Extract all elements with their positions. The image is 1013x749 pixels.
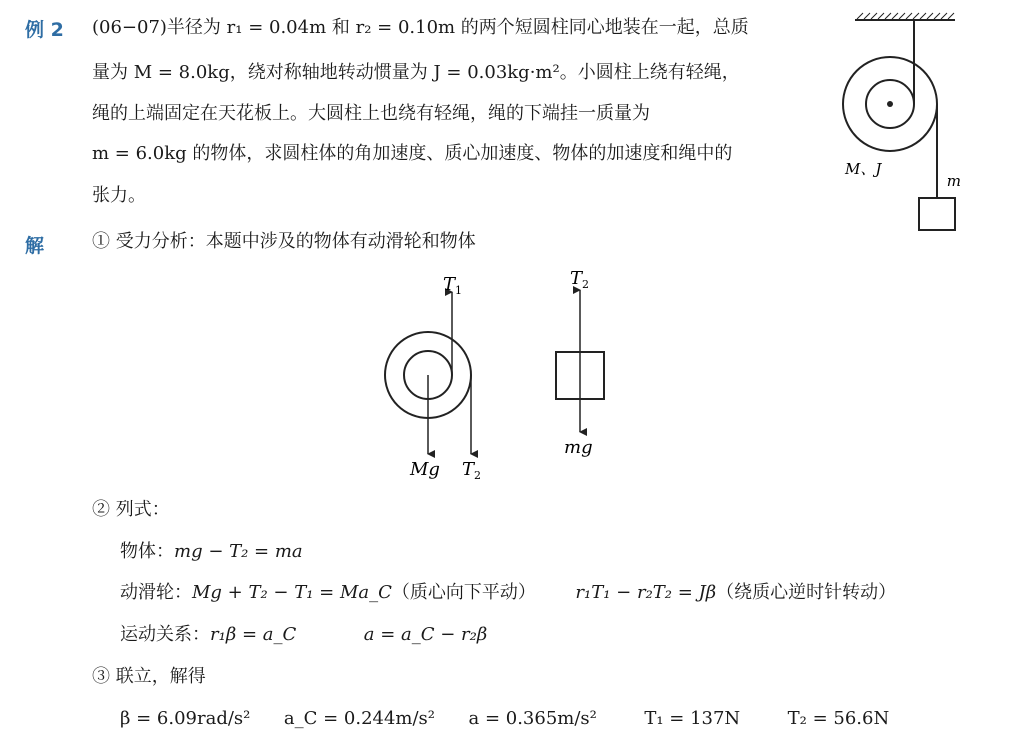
label-T2-block: $T_2$ xyxy=(570,268,590,291)
example-label: 例 2 xyxy=(25,19,64,41)
eq-body xyxy=(120,540,303,564)
eq-kin-label: 运动关系： xyxy=(120,624,210,645)
free-body-diagrams xyxy=(370,262,650,487)
label-T1: $T_1$ xyxy=(443,274,463,297)
problem-line-1: (06−07)半径为 r₁ = 0.04m 和 r₂ = 0.10m 的两个短圆柱同心地装在一起，总质 xyxy=(92,17,749,38)
result-beta: β = 6.09rad/s² xyxy=(120,708,251,729)
result-T1: T₁ = 137N xyxy=(644,708,741,729)
eq-body-label: 物体： xyxy=(120,541,174,562)
eq-pulley-1-note: （质心向下平动） xyxy=(391,582,536,603)
label-mg: mg xyxy=(564,437,593,458)
eq-kin-2: a = a_C − r₂β xyxy=(363,624,488,645)
eq-body-expr: mg − T₂ = ma xyxy=(174,541,303,562)
label-m: m xyxy=(946,172,961,190)
eq-kinematics xyxy=(120,623,487,647)
problem-line-5: 张力。 xyxy=(92,185,146,206)
ceiling-hatch xyxy=(857,13,954,19)
problem-line-2: 量为 M = 8.0kg，绕对称轴地转动惯量为 J = 0.03kg·m²。小圆柱上绕有轻绳， xyxy=(92,62,740,83)
eq-pulley xyxy=(120,581,896,605)
label-Mg: Mg xyxy=(410,459,440,480)
result-a: a = 0.365m/s² xyxy=(468,708,597,729)
label-T2-pulley: $T_2$ xyxy=(462,459,482,482)
result-ac: a_C = 0.244m/s² xyxy=(283,708,436,729)
label-MJ: M、J xyxy=(845,160,882,178)
hanging-block xyxy=(919,198,955,230)
eq-kin-1: r₁β = a_C xyxy=(210,624,297,645)
problem-line-4: m = 6.0kg 的物体，求圆柱体的角加速度、质心加速度、物体的加速度和绳中的 xyxy=(92,143,733,164)
result-T2: T₂ = 56.6N xyxy=(787,708,890,729)
step3-text: ③ 联立，解得 xyxy=(92,666,206,687)
step1-text: ① 受力分析：本题中涉及的物体有动滑轮和物体 xyxy=(92,231,476,252)
step2-text: ② 列式： xyxy=(92,499,170,520)
eq-pulley-label: 动滑轮： xyxy=(120,582,192,603)
eq-pulley-2-note: （绕质心逆时针转动） xyxy=(716,582,897,603)
axle-dot xyxy=(887,101,893,107)
solution-label: 解 xyxy=(25,235,45,257)
eq-pulley-2: r₁T₁ − r₂T₂ = Jβ xyxy=(575,582,717,603)
results-line xyxy=(120,707,889,731)
setup-figure xyxy=(835,10,965,235)
eq-pulley-1: Mg + T₂ − T₁ = Ma_C xyxy=(192,582,392,603)
problem-line-3: 绳的上端固定在天花板上。大圆柱上也绕有轻绳，绳的下端挂一质量为 xyxy=(92,103,650,124)
